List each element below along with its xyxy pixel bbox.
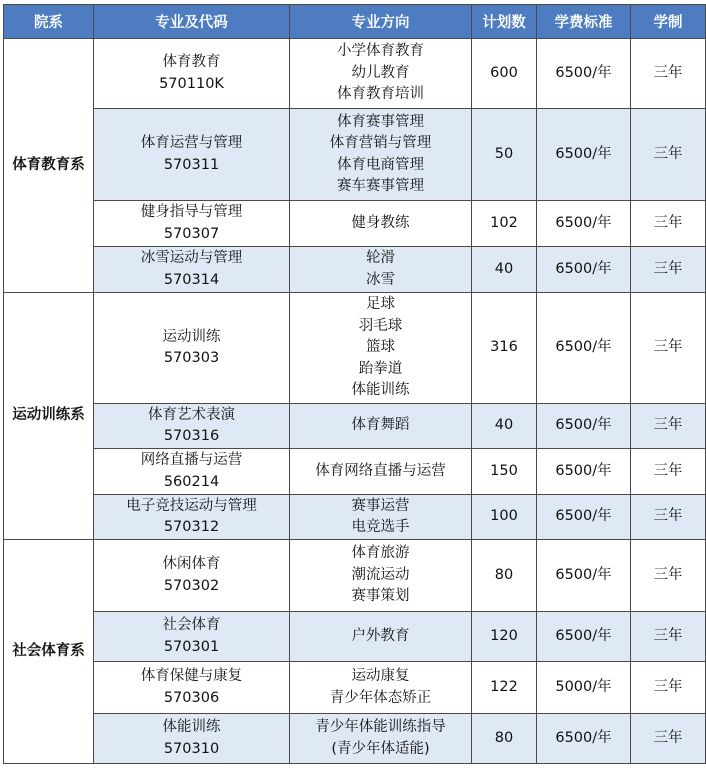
table-row <box>4 540 706 612</box>
major-cell <box>94 109 290 201</box>
major-name: 体育艺术表演 <box>148 406 235 423</box>
years-cell: 三年 <box>631 714 706 764</box>
direction-cell <box>290 714 472 764</box>
major-name: 网络直播与运营 <box>140 452 243 468</box>
plan-cell: 600 <box>472 39 537 109</box>
direction-item: 潮流运动 <box>351 566 410 583</box>
direction-item: 健身教练 <box>351 214 410 231</box>
direction-cell <box>290 540 472 612</box>
direction-item: 青少年体能训练指导 <box>315 719 446 735</box>
direction-cell <box>290 109 472 201</box>
fee-cell: 6500/年 <box>537 247 631 293</box>
plan-cell: 316 <box>472 293 537 404</box>
major-cell <box>94 612 290 662</box>
direction-cell <box>290 39 472 109</box>
direction-item: 赛车赛事管理 <box>337 178 424 194</box>
major-cell <box>94 449 290 495</box>
direction-item: 户外教育 <box>351 627 410 644</box>
fee-cell: 6500/年 <box>537 404 631 449</box>
direction-cell <box>290 495 472 540</box>
direction-item: 赛事运营 <box>351 497 410 514</box>
table-row <box>4 293 706 404</box>
years-cell: 三年 <box>631 201 706 247</box>
major-cell <box>94 293 290 404</box>
table-row <box>4 404 706 449</box>
table-row <box>4 247 706 293</box>
header-plan: 计划数 <box>472 5 537 39</box>
years-cell: 三年 <box>631 612 706 662</box>
major-cell <box>94 662 290 714</box>
major-name: 电子竞技运动与管理 <box>126 497 257 514</box>
direction-cell <box>290 404 472 449</box>
direction-item: 运动康复 <box>351 668 410 684</box>
direction-cell <box>290 662 472 714</box>
years-cell: 三年 <box>631 662 706 714</box>
direction-cell <box>290 201 472 247</box>
major-cell <box>94 714 290 764</box>
major-name: 健身指导与管理 <box>140 204 243 220</box>
direction-item: 体育营销与管理 <box>329 135 432 151</box>
years-cell: 三年 <box>631 495 706 540</box>
major-name: 体能训练 <box>162 719 221 735</box>
major-name: 体育教育 <box>162 54 221 70</box>
plan-cell: 50 <box>472 109 537 201</box>
direction-item: (青少年体适能) <box>331 740 430 757</box>
fee-cell: 6500/年 <box>537 39 631 109</box>
direction-item: 体育旅游 <box>351 545 410 562</box>
direction-item: 幼儿教育 <box>351 64 410 81</box>
plan-cell: 80 <box>472 714 537 764</box>
major-code: 570303 <box>163 350 220 366</box>
direction-item: 体育网络直播与运营 <box>315 462 446 479</box>
fee-cell: 6500/年 <box>537 714 631 764</box>
dept-cell: 运动训练系 <box>4 293 94 540</box>
plan-cell: 80 <box>472 540 537 612</box>
plan-cell: 40 <box>472 404 537 449</box>
direction-item: 体育赛事管理 <box>337 113 424 130</box>
direction-item: 体育舞蹈 <box>351 417 410 434</box>
plan-cell: 40 <box>472 247 537 293</box>
years-cell: 三年 <box>631 404 706 449</box>
major-code: 570311 <box>163 156 220 173</box>
major-code: 570316 <box>163 428 220 444</box>
table-row <box>4 714 706 764</box>
major-code: 560214 <box>163 473 220 490</box>
major-cell <box>94 404 290 449</box>
major-cell <box>94 495 290 540</box>
header-direction: 专业方向 <box>290 5 472 39</box>
direction-cell <box>290 247 472 293</box>
fee-cell: 5000/年 <box>537 662 631 714</box>
major-name: 社会体育 <box>162 617 221 633</box>
plan-cell: 122 <box>472 662 537 714</box>
direction-item: 羽毛球 <box>358 317 403 334</box>
major-name: 体育保健与康复 <box>140 668 243 684</box>
header-fee: 学费标准 <box>537 5 631 39</box>
table-row <box>4 449 706 495</box>
major-code: 570310 <box>163 740 220 757</box>
direction-item: 体育电商管理 <box>337 156 424 173</box>
direction-item: 电竞选手 <box>351 519 410 535</box>
major-code: 570306 <box>163 689 220 706</box>
fee-cell: 6500/年 <box>537 495 631 540</box>
major-name: 体育运营与管理 <box>140 135 243 151</box>
years-cell: 三年 <box>631 540 706 612</box>
major-code: 570314 <box>163 271 220 288</box>
major-code: 570110K <box>159 75 224 92</box>
major-cell <box>94 247 290 293</box>
major-code: 570307 <box>163 225 220 242</box>
plan-cell: 120 <box>472 612 537 662</box>
plan-cell: 150 <box>472 449 537 495</box>
years-cell: 三年 <box>631 109 706 201</box>
dept-cell: 社会体育系 <box>4 540 94 764</box>
direction-item: 体育教育培训 <box>337 86 424 103</box>
table-row <box>4 109 706 201</box>
major-code: 570301 <box>163 638 220 655</box>
enrollment-table <box>3 4 706 764</box>
table-row <box>4 495 706 540</box>
years-cell: 三年 <box>631 293 706 404</box>
direction-item: 轮滑 <box>366 250 395 266</box>
years-cell: 三年 <box>631 449 706 495</box>
direction-item: 冰雪 <box>366 271 395 288</box>
major-name: 冰雪运动与管理 <box>140 250 243 266</box>
plan-cell: 100 <box>472 495 537 540</box>
fee-cell: 6500/年 <box>537 540 631 612</box>
table-row <box>4 662 706 714</box>
major-cell <box>94 39 290 109</box>
major-cell <box>94 540 290 612</box>
direction-item: 赛事策划 <box>351 588 410 605</box>
table-body <box>4 39 706 764</box>
table-row <box>4 201 706 247</box>
direction-cell <box>290 449 472 495</box>
header-row <box>4 5 706 39</box>
header-major: 专业及代码 <box>94 5 290 39</box>
direction-cell <box>290 612 472 662</box>
table-row <box>4 612 706 662</box>
fee-cell: 6500/年 <box>537 612 631 662</box>
header-years: 学制 <box>631 5 706 39</box>
years-cell: 三年 <box>631 39 706 109</box>
fee-cell: 6500/年 <box>537 449 631 495</box>
header-dept: 院系 <box>4 5 94 39</box>
direction-item: 青少年体态矫正 <box>329 689 432 706</box>
direction-item: 足球 <box>366 296 395 313</box>
major-name: 休闲体育 <box>162 556 221 572</box>
table-row <box>4 39 706 109</box>
major-code: 570302 <box>163 577 220 594</box>
direction-cell <box>290 293 472 404</box>
fee-cell: 6500/年 <box>537 293 631 404</box>
major-name: 运动训练 <box>162 328 221 345</box>
major-code: 570312 <box>163 519 220 535</box>
direction-item: 跆拳道 <box>358 360 403 377</box>
years-cell: 三年 <box>631 247 706 293</box>
fee-cell: 6500/年 <box>537 109 631 201</box>
dept-cell: 体育教育系 <box>4 39 94 293</box>
direction-item: 体能训练 <box>351 382 410 399</box>
fee-cell: 6500/年 <box>537 201 631 247</box>
major-cell <box>94 201 290 247</box>
plan-cell: 102 <box>472 201 537 247</box>
direction-item: 小学体育教育 <box>337 43 424 60</box>
direction-item: 篮球 <box>366 339 395 356</box>
